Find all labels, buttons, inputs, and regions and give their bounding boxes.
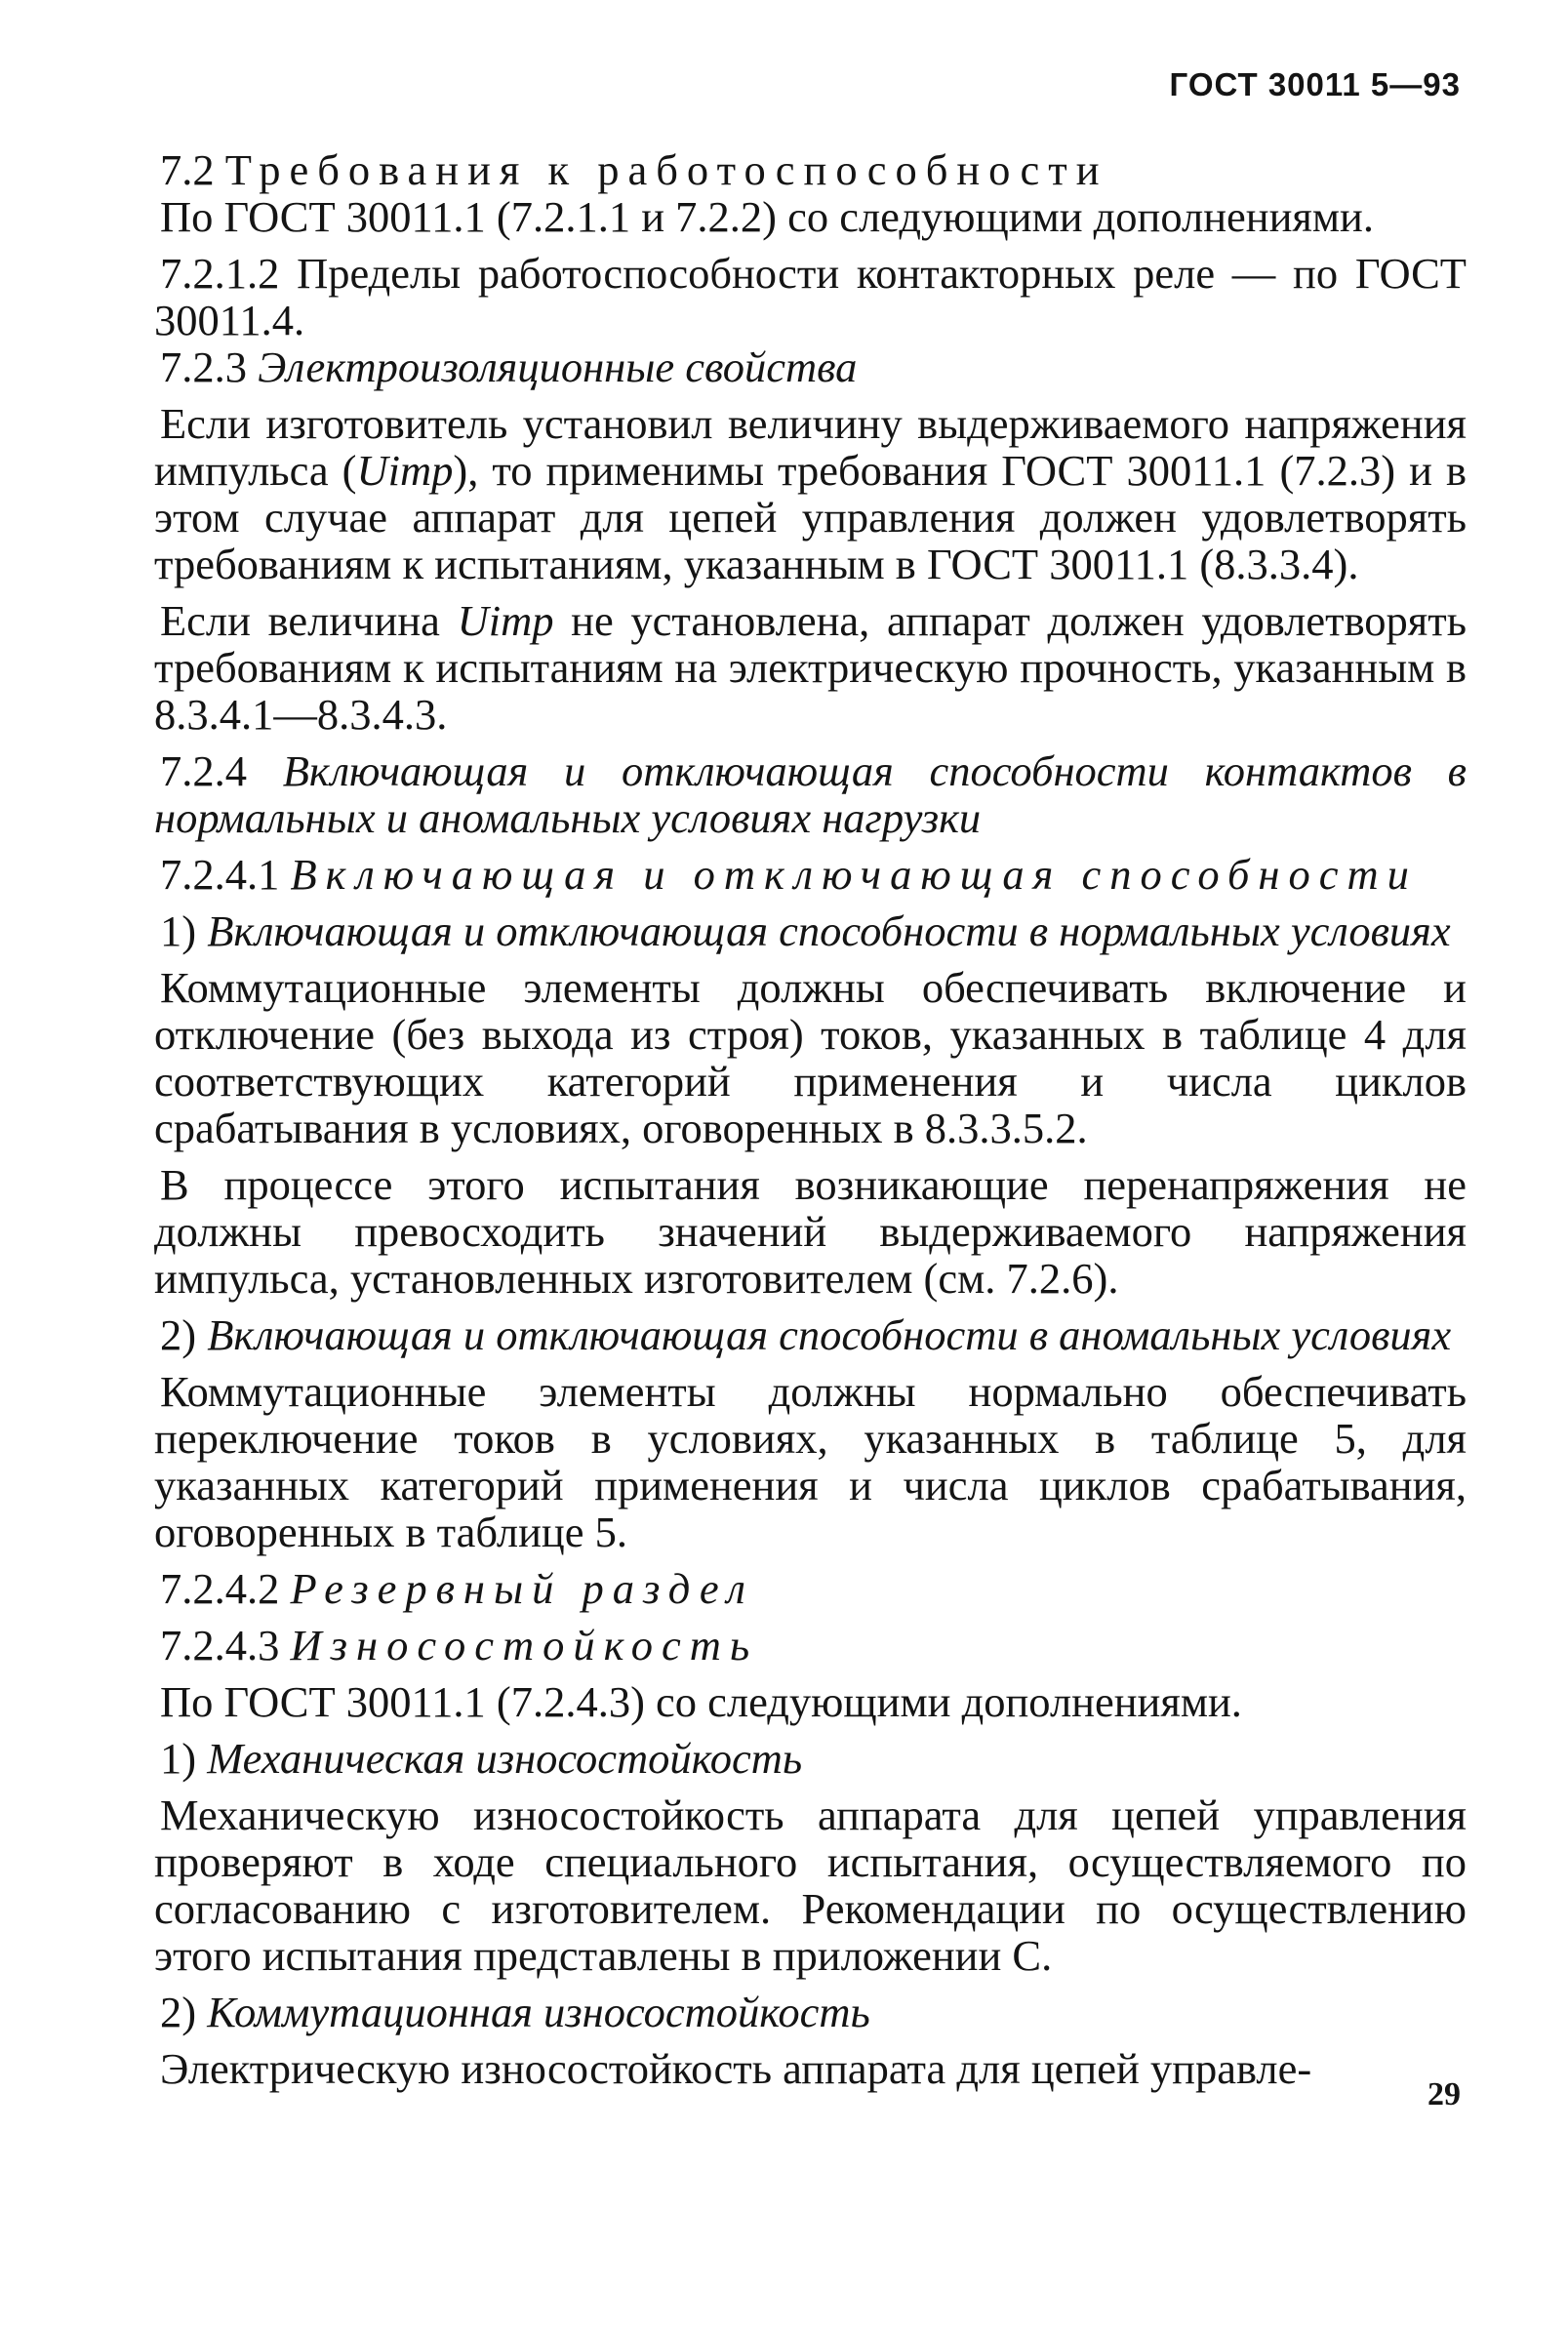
symbol: Uimp (457, 596, 554, 645)
section-heading-7-2-4-3 (154, 1622, 1467, 1669)
paragraph: Коммутационные элементы должны обеспечивать включение и отключение (без выхода из строя) токов, указанных в таблице 4 для соответствующих категорий применения и числа циклов срабатывания в условиях, оговоренных в 8.3.3.5.2. (154, 963, 1467, 1152)
paragraph: Коммутационные элементы должны нормально обеспечивать переключение токов в условиях, указанных в таблице 5, для указанных категорий применения и числа циклов срабатывания, оговоренных в таблице 5. (154, 1367, 1467, 1556)
list-heading-title: Механическая износостойкость (207, 1734, 803, 1783)
section-number: 7.2.4 (160, 746, 247, 795)
page-number: 29 (1427, 2076, 1461, 2112)
list-heading: 2) Коммутационная износостойкость (160, 1988, 870, 2036)
section-heading-7-2 (154, 146, 1467, 193)
section-number: 7.2.4.3 (160, 1621, 280, 1669)
paragraph: По ГОСТ 30011.1 (7.2.1.1 и 7.2.2) со следующими дополнениями. (160, 192, 1375, 241)
symbol: Uimp (356, 446, 454, 495)
list-heading-title: Включающая и отключающая способности в аномальных условиях (207, 1310, 1452, 1359)
paragraph: Механическую износостойкость аппарата для цепей управления проверяют в ходе специального испытания, осуществляемого по согласованию с изготовителем. Рекомендации по осуществлению этого испытания представлены в приложении С. (154, 1790, 1467, 1980)
section-heading-7-2-4-2 (154, 1565, 1467, 1612)
paragraph: Если изготовитель установил величину выдерживаемого напряжения импульса (Uimp), то применимы требования ГОСТ 30011.1 (7.2.3) и в этом случае аппарат для цепей управления должен удовлетворять требованиям к испытаниям, указанным в ГОСТ 30011.1 (8.3.3.4). (154, 399, 1467, 588)
document-body (154, 146, 1467, 2092)
section-number: 7.2.4.2 (160, 1564, 280, 1613)
standard-header: ГОСТ 30011 5—93 (1169, 66, 1461, 102)
section-heading-7-2-4 (154, 747, 1467, 841)
section-heading-7-2-3 (154, 343, 1467, 390)
section-number: 7.2 (160, 145, 215, 194)
section-number: 7.2.4.1 (160, 850, 280, 899)
section-title: Резервный раздел (290, 1564, 754, 1613)
section-title: Включающая и отключающая способности контактов в нормальных и аномальных условиях нагрузки (154, 746, 1467, 842)
paragraph: Если величина Uimp не установлена, аппарат должен удовлетворять требованиям к испытаниям на электрическую прочность, указанным в 8.3.4.1—8.3.4.3. (154, 596, 1467, 739)
paragraph: В процессе этого испытания возникающие перенапряжения не должны превосходить значений выдерживаемого напряжения импульса, установленных изготовителем (см. 7.2.6). (154, 1160, 1467, 1303)
list-heading: 1) Включающая и отключающая способности в нормальных условиях (160, 906, 1451, 955)
section-title: Электроизоляционные свойства (258, 342, 858, 391)
section-title: Требования к работоспособности (224, 145, 1108, 194)
section-title: Износостойкость (290, 1621, 759, 1669)
section-number: 7.2.3 (160, 342, 247, 391)
list-heading: 2) Включающая и отключающая способности в аномальных условиях (160, 1310, 1452, 1359)
list-heading-title: Включающая и отключающая способности в нормальных условиях (207, 906, 1451, 955)
section-heading-7-2-4-1 (154, 851, 1467, 898)
paragraph: 7.2.1.2 Пределы работоспособности контакторных реле — по ГОСТ 30011.4. (154, 249, 1467, 344)
section-title: Включающая и отключающая способности (290, 850, 1418, 899)
paragraph: По ГОСТ 30011.1 (7.2.4.3) со следующими дополнениями. (160, 1677, 1242, 1726)
paragraph: Электрическую износостойкость аппарата для цепей управле- (160, 2044, 1312, 2093)
list-heading: 1) Механическая износостойкость (160, 1734, 803, 1783)
list-heading-title: Коммутационная износостойкость (207, 1988, 870, 2036)
